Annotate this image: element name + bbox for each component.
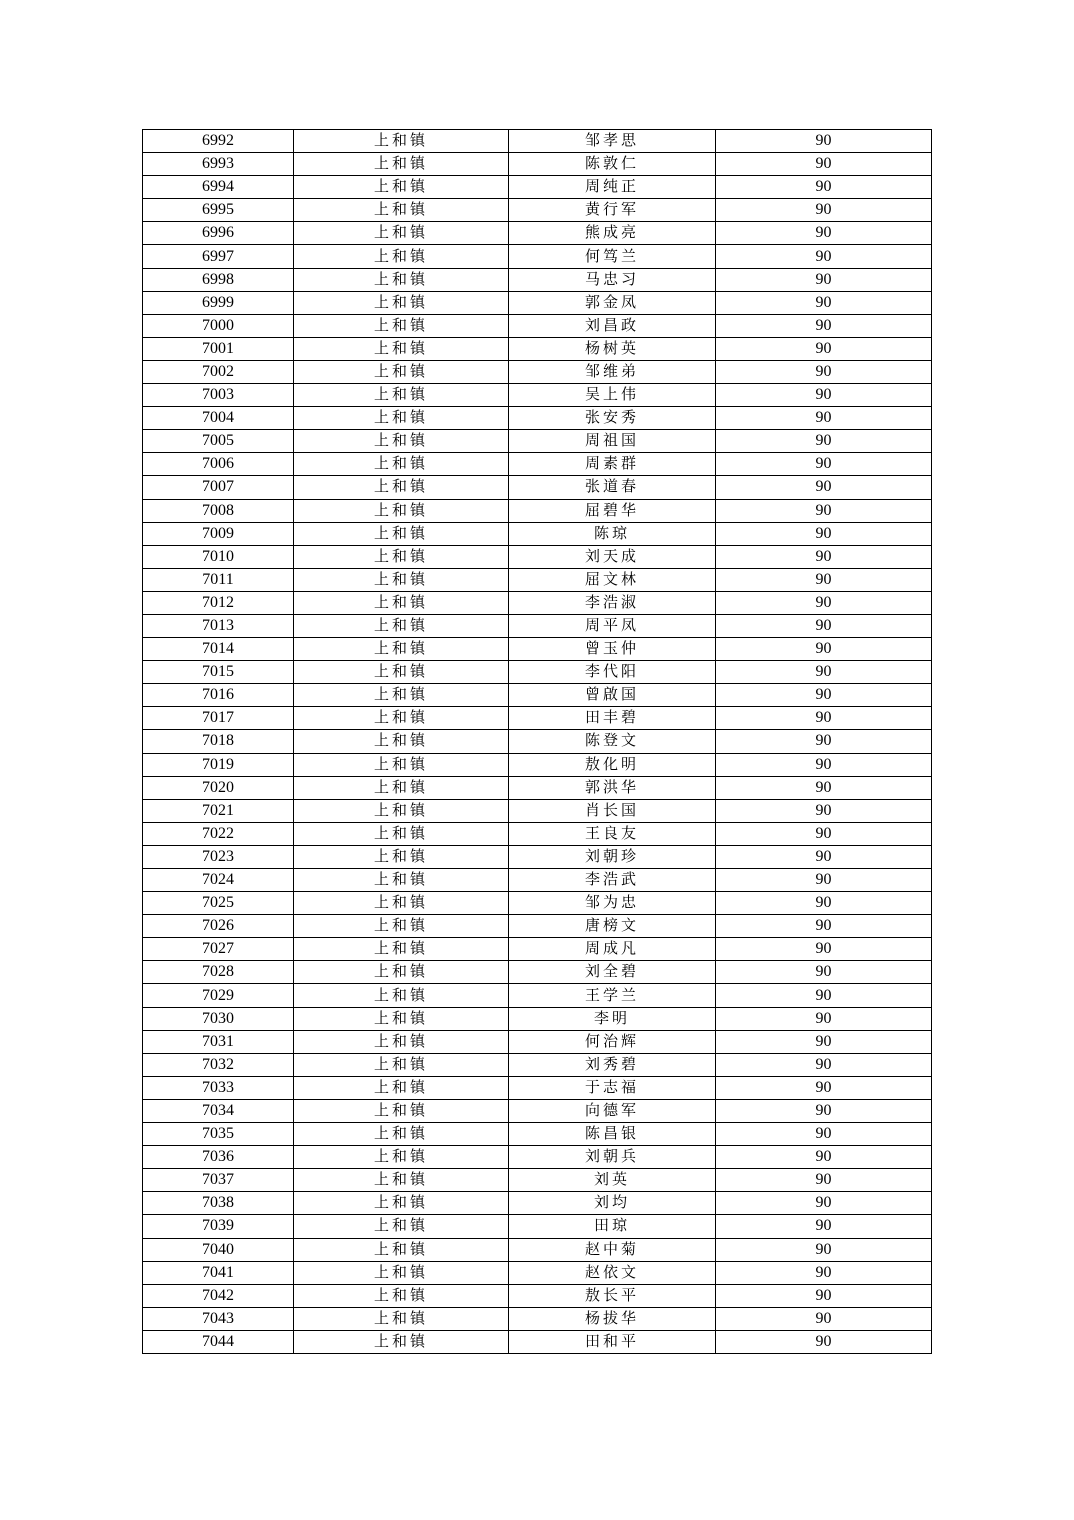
score-cell: 90 [716,892,932,915]
name-cell: 邹孝思 [509,130,716,153]
score-cell: 90 [716,1261,932,1284]
town-cell: 上和镇 [294,568,509,591]
name-cell: 肖长国 [509,799,716,822]
table-row [143,1076,932,1099]
name-cell: 刘昌政 [509,314,716,337]
score-cell: 90 [716,1192,932,1215]
row-number-cell: 7029 [143,984,294,1007]
score-cell: 90 [716,1053,932,1076]
row-number-cell: 7002 [143,360,294,383]
town-cell: 上和镇 [294,1146,509,1169]
town-cell: 上和镇 [294,268,509,291]
row-number-cell: 7028 [143,961,294,984]
table-row [143,314,932,337]
name-cell: 郭洪华 [509,776,716,799]
score-cell: 90 [716,961,932,984]
name-cell: 屈文林 [509,568,716,591]
table-row [143,684,932,707]
score-cell: 90 [716,684,932,707]
name-cell: 刘朝兵 [509,1146,716,1169]
name-cell: 赵中菊 [509,1238,716,1261]
score-cell: 90 [716,268,932,291]
row-number-cell: 7007 [143,476,294,499]
score-cell: 90 [716,245,932,268]
score-cell: 90 [716,776,932,799]
table-row [143,360,932,383]
score-cell: 90 [716,1030,932,1053]
name-cell: 郭金凤 [509,291,716,314]
row-number-cell: 7004 [143,407,294,430]
town-cell: 上和镇 [294,384,509,407]
row-number-cell: 7016 [143,684,294,707]
data-table [142,129,932,1354]
row-number-cell: 7041 [143,1261,294,1284]
name-cell: 李代阳 [509,661,716,684]
row-number-cell: 7032 [143,1053,294,1076]
town-cell: 上和镇 [294,222,509,245]
table-row [143,1030,932,1053]
row-number-cell: 7022 [143,822,294,845]
score-cell: 90 [716,614,932,637]
row-number-cell: 7035 [143,1123,294,1146]
name-cell: 张安秀 [509,407,716,430]
town-cell: 上和镇 [294,176,509,199]
name-cell: 曾啟国 [509,684,716,707]
town-cell: 上和镇 [294,938,509,961]
table-row [143,776,932,799]
score-cell: 90 [716,1215,932,1238]
table-row [143,707,932,730]
row-number-cell: 6999 [143,291,294,314]
row-number-cell: 7036 [143,1146,294,1169]
score-cell: 90 [716,522,932,545]
score-cell: 90 [716,1076,932,1099]
name-cell: 田丰碧 [509,707,716,730]
name-cell: 邹为忠 [509,892,716,915]
town-cell: 上和镇 [294,1076,509,1099]
name-cell: 王良友 [509,822,716,845]
name-cell: 刘天成 [509,545,716,568]
row-number-cell: 7003 [143,384,294,407]
table-row [143,1215,932,1238]
town-cell: 上和镇 [294,869,509,892]
town-cell: 上和镇 [294,915,509,938]
score-cell: 90 [716,915,932,938]
score-cell: 90 [716,1169,932,1192]
score-cell: 90 [716,1123,932,1146]
row-number-cell: 7006 [143,453,294,476]
town-cell: 上和镇 [294,1330,509,1353]
name-cell: 黄行军 [509,199,716,222]
table-row [143,915,932,938]
row-number-cell: 7034 [143,1099,294,1122]
score-cell: 90 [716,591,932,614]
score-cell: 90 [716,753,932,776]
score-cell: 90 [716,938,932,961]
table-row [143,337,932,360]
score-cell: 90 [716,984,932,1007]
table-row [143,199,932,222]
name-cell: 邹维弟 [509,360,716,383]
town-cell: 上和镇 [294,822,509,845]
town-cell: 上和镇 [294,407,509,430]
town-cell: 上和镇 [294,545,509,568]
town-cell: 上和镇 [294,1215,509,1238]
table-row [143,1053,932,1076]
name-cell: 屈碧华 [509,499,716,522]
table-row [143,384,932,407]
row-number-cell: 7015 [143,661,294,684]
name-cell: 周平凤 [509,614,716,637]
score-cell: 90 [716,176,932,199]
name-cell: 周纯正 [509,176,716,199]
table-row [143,245,932,268]
score-cell: 90 [716,476,932,499]
name-cell: 赵依文 [509,1261,716,1284]
name-cell: 杨树英 [509,337,716,360]
town-cell: 上和镇 [294,199,509,222]
table-row [143,661,932,684]
town-cell: 上和镇 [294,1007,509,1030]
town-cell: 上和镇 [294,661,509,684]
row-number-cell: 6996 [143,222,294,245]
score-cell: 90 [716,822,932,845]
table-row [143,130,932,153]
row-number-cell: 7019 [143,753,294,776]
row-number-cell: 7012 [143,591,294,614]
table-row [143,799,932,822]
town-cell: 上和镇 [294,984,509,1007]
row-number-cell: 7042 [143,1284,294,1307]
score-cell: 90 [716,869,932,892]
name-cell: 刘英 [509,1169,716,1192]
name-cell: 刘均 [509,1192,716,1215]
town-cell: 上和镇 [294,360,509,383]
table-row [143,476,932,499]
town-cell: 上和镇 [294,1307,509,1330]
table-row [143,1146,932,1169]
table-row [143,1099,932,1122]
table-row [143,153,932,176]
score-cell: 90 [716,1330,932,1353]
name-cell: 陈昌银 [509,1123,716,1146]
score-cell: 90 [716,1099,932,1122]
town-cell: 上和镇 [294,1169,509,1192]
row-number-cell: 7030 [143,1007,294,1030]
town-cell: 上和镇 [294,753,509,776]
table-row [143,984,932,1007]
row-number-cell: 7014 [143,638,294,661]
row-number-cell: 6995 [143,199,294,222]
name-cell: 敖化明 [509,753,716,776]
row-number-cell: 7033 [143,1076,294,1099]
name-cell: 陈敦仁 [509,153,716,176]
name-cell: 何笃兰 [509,245,716,268]
table-row [143,268,932,291]
town-cell: 上和镇 [294,499,509,522]
town-cell: 上和镇 [294,591,509,614]
score-cell: 90 [716,1284,932,1307]
score-cell: 90 [716,799,932,822]
town-cell: 上和镇 [294,1030,509,1053]
name-cell: 王学兰 [509,984,716,1007]
table-row [143,291,932,314]
score-cell: 90 [716,453,932,476]
town-cell: 上和镇 [294,291,509,314]
score-cell: 90 [716,1238,932,1261]
row-number-cell: 7038 [143,1192,294,1215]
town-cell: 上和镇 [294,1123,509,1146]
town-cell: 上和镇 [294,453,509,476]
name-cell: 唐榜文 [509,915,716,938]
name-cell: 刘朝珍 [509,845,716,868]
row-number-cell: 6993 [143,153,294,176]
score-cell: 90 [716,199,932,222]
table-row [143,961,932,984]
name-cell: 田和平 [509,1330,716,1353]
table-row [143,938,932,961]
row-number-cell: 7037 [143,1169,294,1192]
score-cell: 90 [716,222,932,245]
row-number-cell: 7039 [143,1215,294,1238]
table-row [143,591,932,614]
table-row [143,1192,932,1215]
row-number-cell: 7025 [143,892,294,915]
table-row [143,1261,932,1284]
score-cell: 90 [716,384,932,407]
name-cell: 李明 [509,1007,716,1030]
table-row [143,1307,932,1330]
table-row [143,453,932,476]
score-cell: 90 [716,661,932,684]
table-row [143,1330,932,1353]
row-number-cell: 7043 [143,1307,294,1330]
table-row [143,176,932,199]
name-cell: 周祖国 [509,430,716,453]
row-number-cell: 7020 [143,776,294,799]
town-cell: 上和镇 [294,1261,509,1284]
score-cell: 90 [716,568,932,591]
table-row [143,545,932,568]
score-cell: 90 [716,291,932,314]
town-cell: 上和镇 [294,1099,509,1122]
town-cell: 上和镇 [294,337,509,360]
score-cell: 90 [716,153,932,176]
name-cell: 熊成亮 [509,222,716,245]
score-cell: 90 [716,1307,932,1330]
table-row [143,407,932,430]
table-row [143,638,932,661]
row-number-cell: 7040 [143,1238,294,1261]
row-number-cell: 6994 [143,176,294,199]
row-number-cell: 7008 [143,499,294,522]
row-number-cell: 7005 [143,430,294,453]
name-cell: 李浩淑 [509,591,716,614]
name-cell: 刘全碧 [509,961,716,984]
town-cell: 上和镇 [294,130,509,153]
town-cell: 上和镇 [294,476,509,499]
name-cell: 马忠习 [509,268,716,291]
table-row [143,1123,932,1146]
name-cell: 吴上伟 [509,384,716,407]
town-cell: 上和镇 [294,776,509,799]
table-row [143,522,932,545]
score-cell: 90 [716,430,932,453]
town-cell: 上和镇 [294,845,509,868]
town-cell: 上和镇 [294,314,509,337]
table-row [143,1238,932,1261]
score-cell: 90 [716,360,932,383]
town-cell: 上和镇 [294,707,509,730]
town-cell: 上和镇 [294,892,509,915]
town-cell: 上和镇 [294,522,509,545]
row-number-cell: 7044 [143,1330,294,1353]
table-row [143,614,932,637]
town-cell: 上和镇 [294,1192,509,1215]
row-number-cell: 6992 [143,130,294,153]
row-number-cell: 7013 [143,614,294,637]
name-cell: 何治辉 [509,1030,716,1053]
score-cell: 90 [716,707,932,730]
table-row [143,1284,932,1307]
town-cell: 上和镇 [294,730,509,753]
name-cell: 曾玉仲 [509,638,716,661]
score-cell: 90 [716,1007,932,1030]
row-number-cell: 7024 [143,869,294,892]
table-row [143,499,932,522]
row-number-cell: 7017 [143,707,294,730]
town-cell: 上和镇 [294,799,509,822]
name-cell: 陈琼 [509,522,716,545]
name-cell: 于志福 [509,1076,716,1099]
row-number-cell: 6997 [143,245,294,268]
name-cell: 向德军 [509,1099,716,1122]
score-cell: 90 [716,499,932,522]
name-cell: 陈登文 [509,730,716,753]
row-number-cell: 6998 [143,268,294,291]
town-cell: 上和镇 [294,638,509,661]
score-cell: 90 [716,1146,932,1169]
score-cell: 90 [716,638,932,661]
score-cell: 90 [716,545,932,568]
table-row [143,822,932,845]
town-cell: 上和镇 [294,614,509,637]
name-cell: 周素群 [509,453,716,476]
name-cell: 张道春 [509,476,716,499]
town-cell: 上和镇 [294,1238,509,1261]
table-row [143,869,932,892]
score-cell: 90 [716,730,932,753]
town-cell: 上和镇 [294,430,509,453]
row-number-cell: 7009 [143,522,294,545]
row-number-cell: 7026 [143,915,294,938]
row-number-cell: 7027 [143,938,294,961]
table-row [143,1007,932,1030]
town-cell: 上和镇 [294,961,509,984]
town-cell: 上和镇 [294,684,509,707]
name-cell: 周成凡 [509,938,716,961]
score-cell: 90 [716,407,932,430]
row-number-cell: 7011 [143,568,294,591]
table-row [143,753,932,776]
row-number-cell: 7018 [143,730,294,753]
town-cell: 上和镇 [294,153,509,176]
name-cell: 刘秀碧 [509,1053,716,1076]
town-cell: 上和镇 [294,1053,509,1076]
score-cell: 90 [716,314,932,337]
name-cell: 敖长平 [509,1284,716,1307]
table-row [143,730,932,753]
table-row [143,1169,932,1192]
row-number-cell: 7031 [143,1030,294,1053]
row-number-cell: 7021 [143,799,294,822]
row-number-cell: 7023 [143,845,294,868]
score-cell: 90 [716,337,932,360]
row-number-cell: 7010 [143,545,294,568]
row-number-cell: 7000 [143,314,294,337]
row-number-cell: 7001 [143,337,294,360]
name-cell: 田琼 [509,1215,716,1238]
name-cell: 杨拔华 [509,1307,716,1330]
score-cell: 90 [716,845,932,868]
table-row [143,222,932,245]
name-cell: 李浩武 [509,869,716,892]
table-row [143,430,932,453]
score-cell: 90 [716,130,932,153]
table-row [143,892,932,915]
table-row [143,845,932,868]
table-row [143,568,932,591]
town-cell: 上和镇 [294,1284,509,1307]
town-cell: 上和镇 [294,245,509,268]
